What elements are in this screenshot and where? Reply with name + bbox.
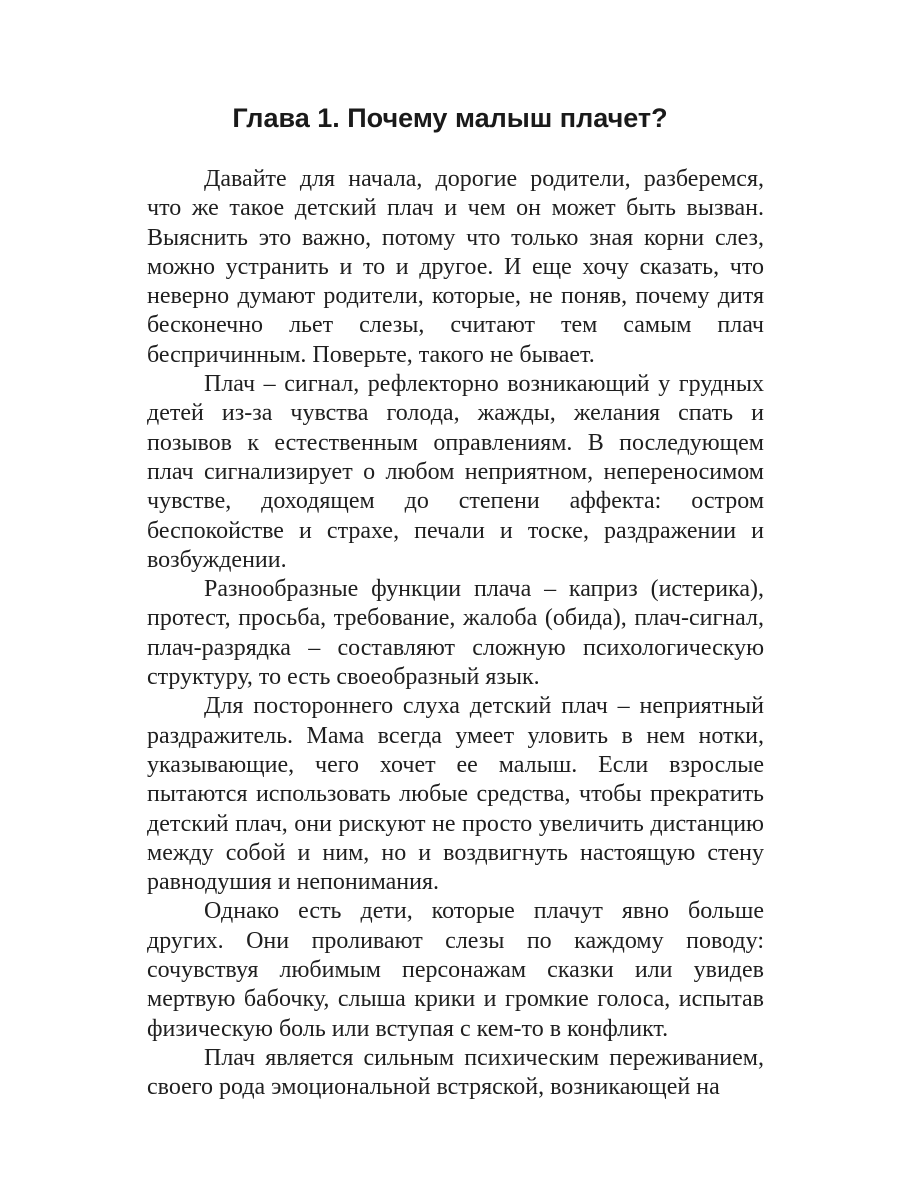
paragraph-4: Для постороннего слуха детский плач – неприятный раздражитель. Мама всегда умеет уловить в нем нотки, указывающие, чего хочет ее малыш. Если взрослые пытаются использовать любые средства, чтобы прекратить детский плач, они рискуют не просто увеличить дистанцию между собой и ним, но и воздвигнуть настоящую стену равнодушия и непонимания. bbox=[147, 693, 764, 896]
paragraph-5: Однако есть дети, которые плачут явно больше других. Они проливают слезы по каждому поводу: сочувствуя любимым персонажам сказки или увидев мертвую бабочку, слыша крики и громкие голоса, испытав физическую боль или вступая с кем-то в конфликт. bbox=[147, 898, 764, 1042]
paragraph-6: Плач является сильным психическим переживанием, своего рода эмоциональной встряской, возникающей на bbox=[147, 1044, 764, 1101]
chapter-body bbox=[147, 165, 764, 1103]
chapter-title: Глава 1. Почему малыш плачет? bbox=[232, 103, 668, 133]
paragraph-1: Давайте для начала, дорогие родители, разберемся, что же такое детский плач и чем он может быть вызван. Выяснить это важно, потому что только зная корни слез, можно устранить и то и другое. И еще хочу сказать, что неверно думают родители, которые, не поняв, почему дитя бесконечно льет слезы, считают тем самым плач беспричинным. Поверьте, такого не бывает. bbox=[147, 166, 764, 368]
paragraph-3: Разнообразные функции плача – каприз (истерика), протест, просьба, требование, жалоба (обида), плач-сигнал, плач-разрядка – составляют сложную психологическую структуру, то есть своеобразный язык. bbox=[147, 576, 764, 691]
paragraph-2: Плач – сигнал, рефлекторно возникающий у грудных детей из-за чувства голода, жажды, желания спать и позывов к естественным оправлениям. В последующем плач сигнализирует о любом неприятном, непереносимом чувстве, доходящем до степени аффекта: остром беспокойстве и страхе, печали и тоске, раздражении и возбуждении. bbox=[147, 371, 764, 573]
